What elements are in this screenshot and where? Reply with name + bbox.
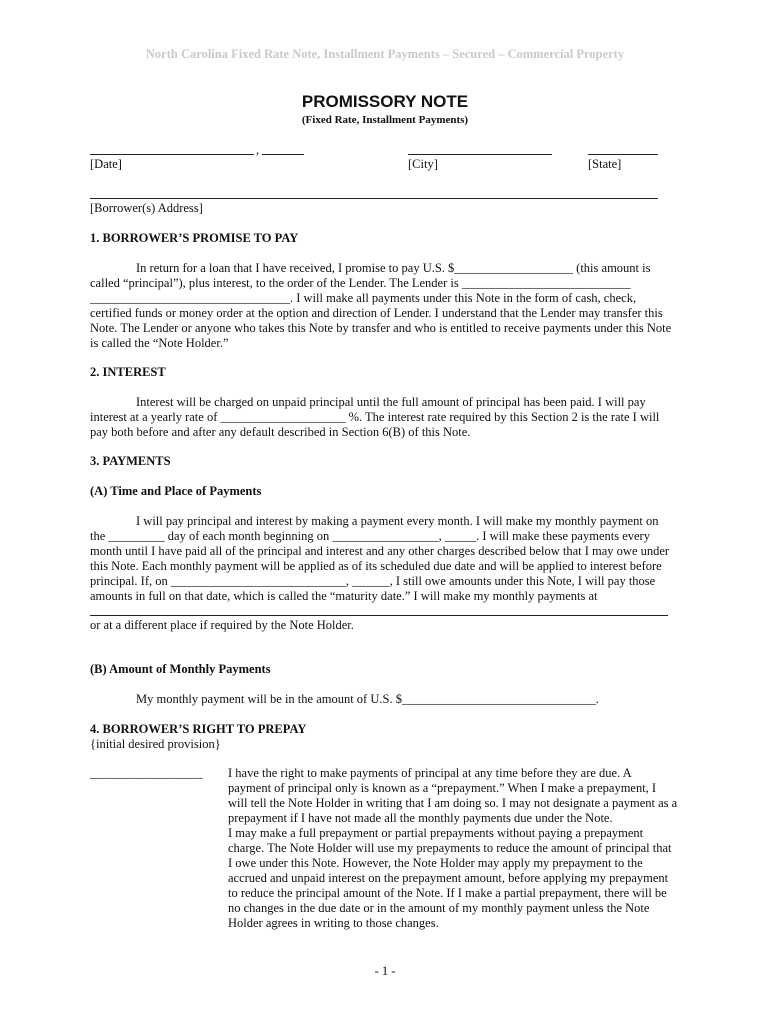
city-field-line[interactable] [408,154,552,155]
section-3b-text: My monthly payment will be in the amount of U.S. $_______________________________. [136,692,599,706]
date-label: [Date] [90,157,122,171]
prepayment-line: I have the right to make payments of principal at any time before they are due. A [228,766,632,780]
prepayment-line: accrued and unpaid interest on the prepayment amount, before applying my prepayment [228,871,669,885]
section-3a-line: month until I have paid all of the principal and interest and any other charges described below that I may owe under [90,544,670,558]
prepayment-line: I may make a full prepayment or partial prepayments without paying a prepayment [228,826,644,840]
section-4-note: {initial desired provision} [90,737,221,751]
section-3a-line: this Note. Each monthly payment will be applied as of its scheduled due date and will be applied to interest before [90,559,662,573]
date-comma: , [256,143,260,157]
section-1-line: ________________________________. I will make all payments under this Note in the form of cash, check, [90,291,637,305]
section-3a-line: the _________ day of each month beginning on _________________, _____. I will make these payments every [90,529,650,543]
borrower-address-label: [Borrower(s) Address] [90,201,203,215]
year-field-line[interactable] [262,154,304,155]
section-3a-line: I will pay principal and interest by making a payment every month. I will make my monthly payment on [136,514,659,528]
initial-blank[interactable]: __________________ [90,766,203,780]
section-2-line: interest at a yearly rate of ____________________ %. The interest rate required by this Section 2 is the rate I will [90,410,660,424]
document-header: North Carolina Fixed Rate Note, Installment Payments – Secured – Commercial Property [145,47,625,61]
date-field-line[interactable] [90,154,254,155]
page-number: - 1 - [374,964,396,978]
prepayment-line: Holder agrees in writing to those changes. [228,916,439,930]
borrower-address-line[interactable] [90,198,658,199]
section-2-line: pay both before and after any default described in Section 6(B) of this Note. [90,425,471,439]
section-3a-line: principal. If, on ____________________________, ______, I still owe amounts under this Note, I will pay those [90,574,656,588]
section-3b-heading: (B) Amount of Monthly Payments [90,662,271,676]
prepayment-line: payment of principal only is known as a “prepayment.” When I make a prepayment, I [228,781,657,795]
section-1-line: is called the “Note Holder.” [90,336,229,350]
section-2-line: Interest will be charged on unpaid principal until the full amount of principal has been paid. I will pay [136,395,646,409]
state-label: [State] [588,157,622,171]
section-3a-heading: (A) Time and Place of Payments [90,484,262,498]
prepayment-line: will tell the Note Holder in writing that I am doing so. I may not designate a payment as a [228,796,678,810]
section-3a-after: or at a different place if required by the Note Holder. [90,618,354,632]
prepayment-line: I owe under this Note. However, the Note Holder may apply my prepayment to the [228,856,643,870]
document-subtitle: (Fixed Rate, Installment Payments) [301,114,469,126]
section-4-heading: 4. BORROWER’S RIGHT TO PREPAY [90,722,307,736]
section-1-line: certified funds or money order at the option and direction of Lender. I understand that the Lender may transfer this [90,306,663,320]
prepayment-line: to reduce the principal amount of the Note. If I make a partial prepayment, there will be [228,886,667,900]
section-1-line: Note. The Lender or anyone who takes this Note by transfer and who is entitled to receive payments under this Note [90,321,672,335]
city-label: [City] [408,157,438,171]
section-3-heading: 3. PAYMENTS [90,454,171,468]
prepayment-line: prepayment if I have not made all the monthly payments due under the Note. [228,811,613,825]
section-2-heading: 2. INTEREST [90,365,166,379]
prepayment-line: no changes in the due date or in the amount of my monthly payment unless the Note [228,901,650,915]
document-title: PROMISSORY NOTE [301,92,469,111]
state-field-line[interactable] [588,154,658,155]
section-3a-line: amounts in full on that date, which is called the “maturity date.” I will make my monthly payments at [90,589,598,603]
section-1-line: called “principal”), plus interest, to the order of the Lender. The Lender is ___________________________ [90,276,631,290]
prepayment-line: charge. The Note Holder will use my prepayments to reduce the amount of principal that [228,841,672,855]
section-1-line: In return for a loan that I have received, I promise to pay U.S. $___________________ (this amount is [136,261,651,275]
prepayment-provision [228,766,677,931]
payment-place-line[interactable] [90,615,668,616]
section-1-heading: 1. BORROWER’S PROMISE TO PAY [90,231,299,245]
